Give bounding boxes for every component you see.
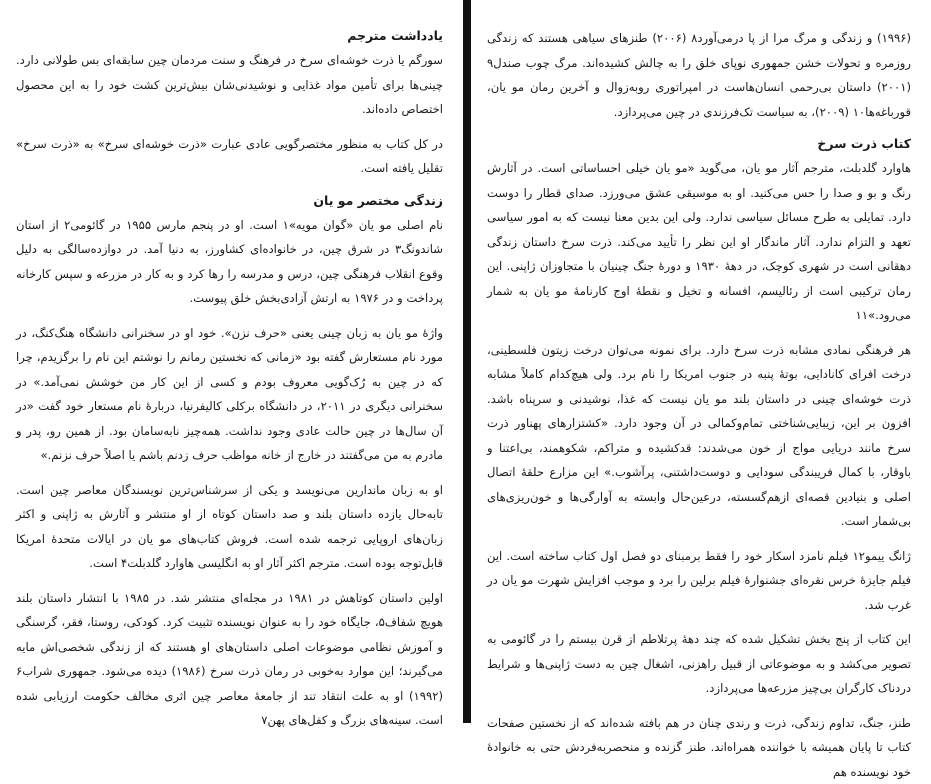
book-paragraph-3: ژانگ ییمو۱۲ فیلم نامزد اسکار خود را فقط برمبنای دو فصل اول کتاب ساخته است. این فیلم جایزهٔ خرس نقره‌ای جشنوارهٔ فیلم برلین را برد و موجب افزایش شهرت مو یان در غرب شد. bbox=[487, 544, 911, 618]
biography-paragraph-2: واژهٔ مو یان به زبان چینی یعنی «حرف نزن». خود او در سخنرانی دانشگاه هنگ‌کنگ، در مورد نام مستعارش گفته بود «زمانی که نخستین رمانم را نوشتم این نام را برگزیدم، چرا که در چین به رُک‌گویی معروف بودم و کسی از این کار من خوشش نمی‌آمد.» در سخنرانی دیگری در ۲۰۱۱، در دانشگاه برکلی کالیفرنیا، دربارهٔ نام مستعار خود گفت «در آن سال‌ها در چین حالت عادی وجود نداشت. همه‌چیز نابه‌سامان بود. از همین رو، پدر و مادرم به من می‌گفتند در خارج از خانه مواظب حرف زدنم باشم یا اصلاً حرف نزنم.» bbox=[16, 321, 443, 468]
translator-note-paragraph-1: سورگم یا ذرت خوشه‌ای سرخ در فرهنگ و سنت مردمان چین سابقه‌ای بس طولانی دارد. چینی‌ها برای تأمین مواد غذایی و نوشیدنی‌شان بیش‌ترین کشت خود را به این محصول اختصاص داده‌اند. bbox=[16, 48, 443, 122]
biography-paragraph-3: او به زبان ماندارین می‌نویسد و یکی از سرشناس‌ترین نویسندگان معاصر چین است. تابه‌حال یازده داستان بلند و صد داستان کوتاه از او منتشر و آثارش به ژاپنی و اکثر زبان‌های اروپایی ترجمه شده است. فروش کتاب‌های مو یان در ایالات متحدهٔ امریکا قابل‌توجه بوده است. مترجم اکثر آثار او به انگلیسی هاوارد گلدبلت۴ است. bbox=[16, 478, 443, 576]
book-paragraph-4: این کتاب از پنج بخش تشکیل شده که چند دههٔ پرتلاطم از قرن بیستم را در گائومی به تصویر می‌کشد و به موضوعاتی از قبیل راهزنی، اشغال چین به دست ژاپنی‌ها و شرایط دردناک کارگران بی‌چیز مزرعه‌ها می‌پردازد. bbox=[487, 627, 911, 701]
book-paragraph-5: طنز، جنگ، تداوم زندگی، ذرت و رندی چنان در هم بافته شده‌اند که از نخستین صفحات کتاب تا پایان همیشه با خواننده همراه‌اند. طنز گزنده و منحصربه‌فردش حتی به خانوادهٔ خود نویسنده هم bbox=[487, 711, 911, 784]
book-section-heading: کتاب ذرت سرخ bbox=[487, 134, 911, 154]
biography-paragraph-4: اولین داستان کوتاهش در ۱۹۸۱ در مجله‌ای منتشر شد. در ۱۹۸۵ با انتشار داستان بلند هویچ شفاف۵، جایگاه خود را به عنوان نویسنده تثبیت کرد. کودکی، روستا، فقر، گرسنگی و آموزش نظامی موضوعات اصلی داستان‌های او هستند که از زندگی شخصی‌اش مایه می‌گیرند؛ این موارد به‌خوبی در رمان ذرت سرخ (۱۹۸۶) دیده می‌شود. جمهوری شراب۶ (۱۹۹۲) او به علت انتقاد تند از جامعهٔ معاصر چین اثری مخالف حکومت ارزیابی شده است. سینه‌های بزرگ و کفل‌های پهن۷ bbox=[16, 586, 443, 733]
page-gutter-divider bbox=[463, 0, 471, 723]
translator-note-paragraph-2: در کل کتاب به منظور مختصرگویی عادی عبارت «ذرت خوشه‌ای سرخ» به «ذرت سرخ» تقلیل یافته است. bbox=[16, 132, 443, 181]
biography-paragraph-1: نام اصلی مو یان «گوان مویه»۱ است. او در پنجم مارس ۱۹۵۵ در گائومی۲ از استان شاندونگ۳ در شرق چین، در خانواده‌ای کشاورز، به دنیا آمد. در دوازده‌سالگی به دلیل وقوع انقلاب فرهنگی چین، درس و مدرسه را رها کرد و به کار در مزرعه و سپس کارخانه پرداخت و در ۱۹۷۶ به ارتش آزادی‌بخش خلق پیوست. bbox=[16, 213, 443, 311]
book-paragraph-2: هر فرهنگی نمادی مشابه ذرت سرخ دارد. برای نمونه می‌توان درخت زیتون فلسطینی، درخت افرای کانادایی، بوتهٔ پنبه در جنوب امریکا را نام برد. ولی هیچ‌کدام کاملاً مشابه ذرت خوشه‌ای چینی در داستان بلند مو یان نیست که غذا، نوشیدنی و سرپناه باشد. افزون بر این، زیبایی‌شناختی تمام‌وکمالی در آن وجود دارد. «کشتزارهای پهناور ذرت سرخ مانند دریایی مواج از خون می‌شدند: قدکشیده و متراکم، شکوهمند، بی‌اعتنا و باوقار، با کمال فریبندگی سودایی و دوست‌داشتنی، پرآشوب.» این مزارع حلقهٔ اتصال اصلی و بنیادین قصه‌ای ازهم‌گسسته، درعین‌حال وابسته به آوارگی‌ها و خون‌ریزی‌های بی‌شمار است. bbox=[487, 338, 911, 534]
left-page bbox=[0, 0, 463, 723]
biography-heading: زندگی مختصر مو یان bbox=[16, 191, 443, 211]
continued-paragraph: (۱۹۹۶) و زندگی و مرگ مرا از پا درمی‌آورد۸ (۲۰۰۶) طنزهای سیاهی هستند که زندگی روزمره و تحولات خشن جمهوری نوپای خلق را به چالش کشیده‌اند. مرگ چوب صندل۹ (۲۰۰۱) داستان بی‌رحمی انسان‌هاست در امپراتوری روبه‌زوال و آخرین رمان مو یان، قورباغه‌ها۱۰ (۲۰۰۹)، به سیاست تک‌فرزندی در چین می‌پردازد. bbox=[487, 26, 911, 124]
right-page bbox=[471, 0, 931, 723]
translator-note-heading: یادداشت مترجم bbox=[16, 26, 443, 46]
book-paragraph-1: هاوارد گلدبلت، مترجم آثار مو یان، می‌گوید «مو یان خیلی احساساتی است. در آثارش رنگ و بو و صدا را حس می‌کنید. او به موسیقی عشق می‌ورزد. صدای قطار را دوست دارد. تمایلی به طرح مسائل سیاسی ندارد. ولی این بدین معنا نیست که به امور سیاسی تعهد و التزام ندارد. آثار ماندگار او این نظر را تأیید می‌کند. ذرت سرخ داستان زندگی دهقانی است در شهری کوچک، در دههٔ ۱۹۳۰ و دورهٔ جنگ چینیان با متجاوزان ژاپنی. این رمان ترکیبی است از رئالیسم، افسانه و تخیل و نقطهٔ اوج کارنامهٔ مو یان به شمار می‌رود.»۱۱ bbox=[487, 156, 911, 328]
